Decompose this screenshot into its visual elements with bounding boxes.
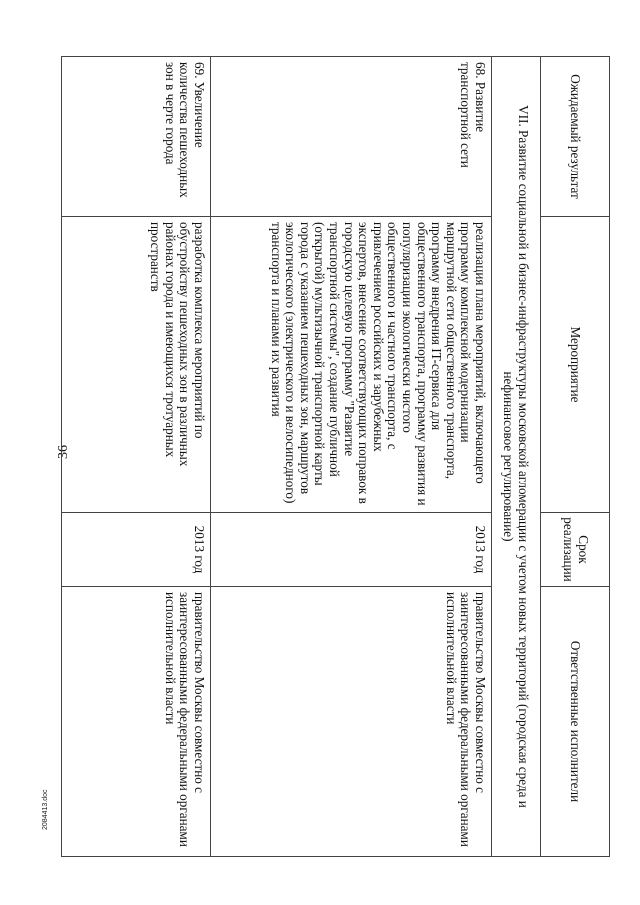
header-executors: Ответственные исполнители xyxy=(541,587,610,857)
header-term: Срок реализации xyxy=(541,513,610,587)
row-executors: правительство Москвы совместно с заинтересованными федеральными органами исполнительной власти xyxy=(62,587,211,857)
header-expected-result: Ожидаемый результат xyxy=(541,57,610,217)
action-plan-table xyxy=(61,56,610,857)
row-result: 69. Увеличение количества пешеходных зон в черте города xyxy=(62,57,211,217)
document-id: 2084413.doc xyxy=(42,789,49,830)
rotated-page-content xyxy=(70,56,610,856)
row-action: разработка комплекса мероприятий по обустройству пешеходных зон в различных районах города и имеющихся тротуарных пространств xyxy=(62,217,211,513)
header-action: Мероприятие xyxy=(541,217,610,513)
row-term: 2013 год xyxy=(211,513,492,587)
row-term: 2013 год xyxy=(62,513,211,587)
row-action: реализация плана мероприятий, включающего программу комплексной модернизации маршрутной сети общественного транспорта, программу внедрения IT-сервиса для общественного транспорта, программу развития и популяризации экологически чистого общественного и частного транспорта, с привлечением российских и зарубежных экспертов, внесение соответствующих поправок в городскую целевую программу "Развитие транспортной системы", создание публичной (открытой) мультизычной транспортной карты города с указанием пешеходных зон, маршрутов экологического (электрического и велосипедного) транспорта и планами их развития xyxy=(211,217,492,513)
table-row xyxy=(62,57,211,857)
row-result: 68. Развитие транспортной сети xyxy=(211,57,492,217)
section-title: VII. Развитие социальной и бизнес-инфраструктуры московской агломерации с учетом новых территорий (городская среда и нефинансовое регулирование) xyxy=(492,57,541,857)
page-number: 36 xyxy=(56,445,71,459)
row-executors: правительство Москвы совместно с заинтересованными федеральными органами исполнительной власти xyxy=(211,587,492,857)
table-header-row xyxy=(541,57,610,857)
table-row xyxy=(211,57,492,857)
section-row xyxy=(492,57,541,857)
